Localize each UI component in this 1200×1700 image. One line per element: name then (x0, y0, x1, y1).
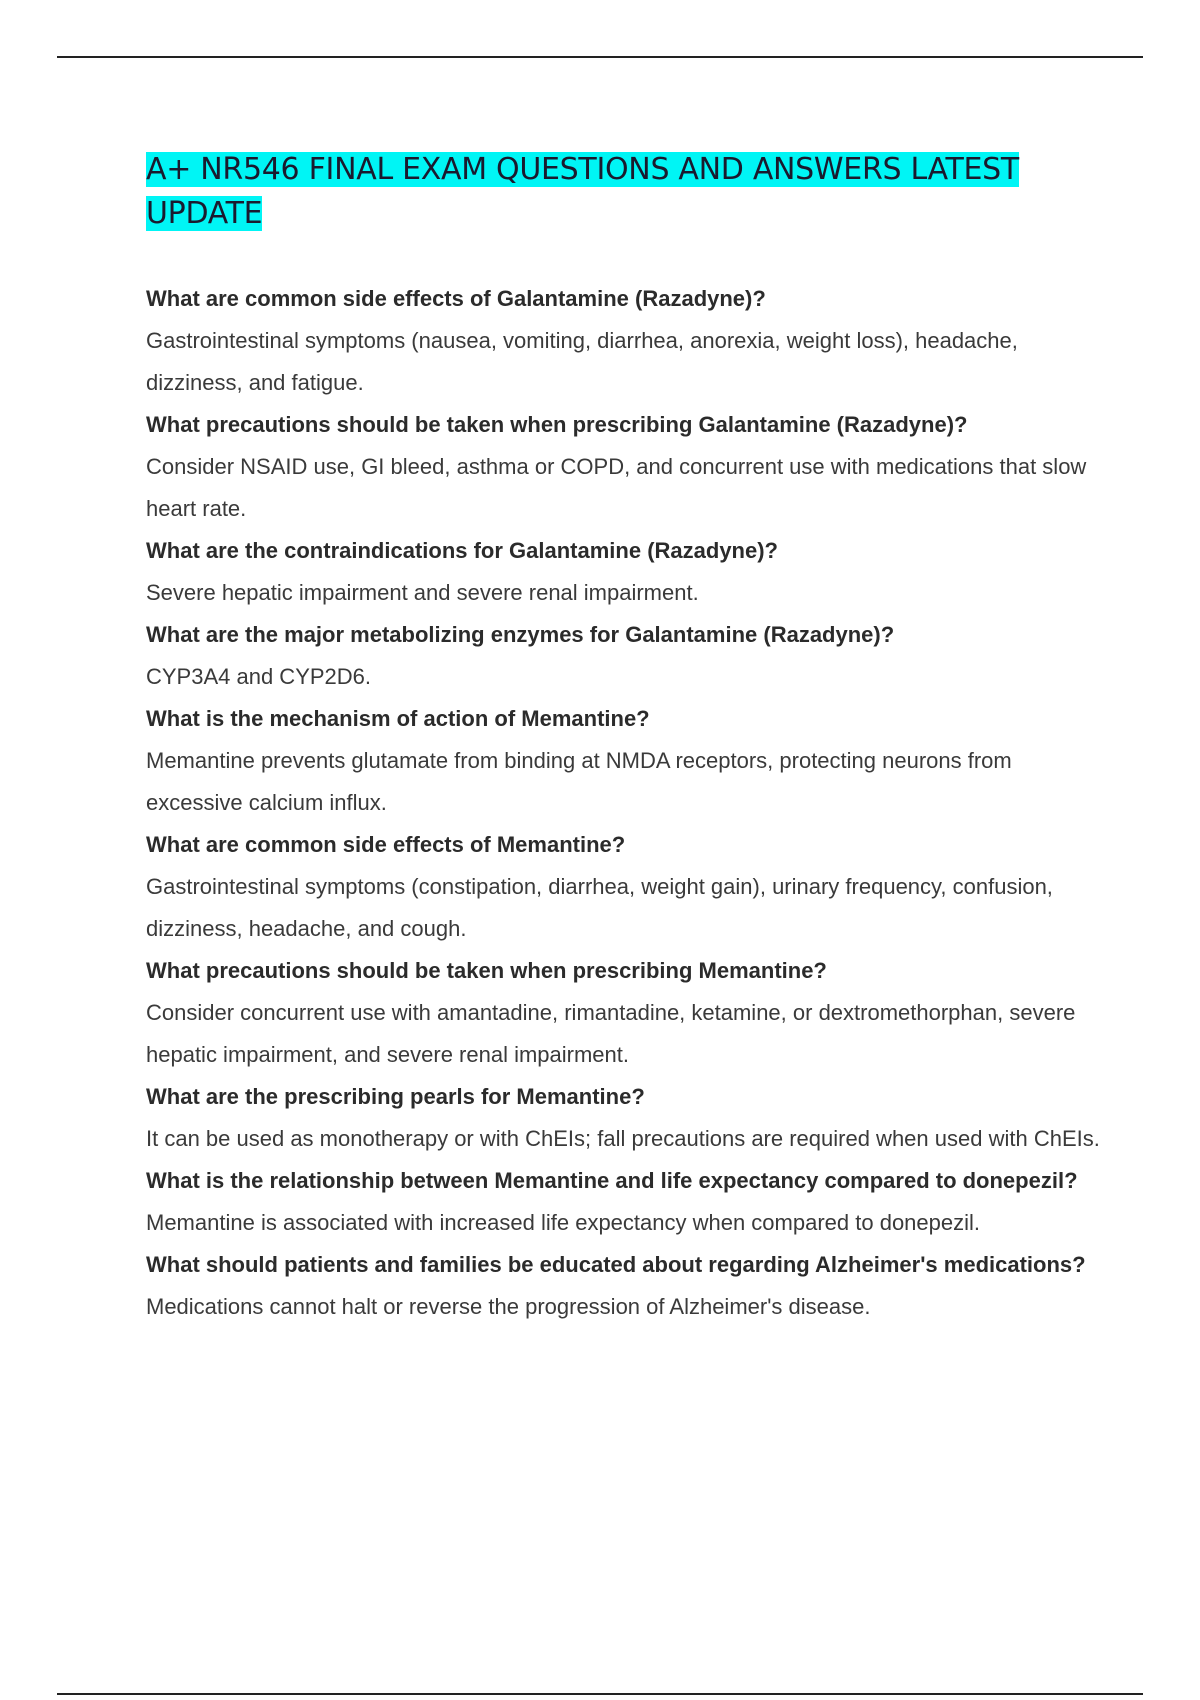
question-2: What precautions should be taken when prescribing Galantamine (Razadyne)? (146, 412, 968, 437)
question-10: What should patients and families be educated about regarding Alzheimer's medications? (146, 1252, 1086, 1277)
answer-4: CYP3A4 and CYP2D6. (146, 664, 372, 689)
answer-8: It can be used as monotherapy or with ChEIs; fall precautions are required when used with ChEIs. (146, 1126, 1100, 1151)
answer-5: Memantine prevents glutamate from binding at NMDA receptors, protecting neurons from excessive calcium influx. (146, 748, 1012, 815)
answer-3: Severe hepatic impairment and severe renal impairment. (146, 580, 699, 605)
answer-1: Gastrointestinal symptoms (nausea, vomiting, diarrhea, anorexia, weight loss), headache, dizziness, and fatigue. (146, 328, 1018, 395)
question-3: What are the contraindications for Galantamine (Razadyne)? (146, 538, 778, 563)
qa-list (146, 278, 1106, 1328)
answer-6: Gastrointestinal symptoms (constipation, diarrhea, weight gain), urinary frequency, confusion, dizziness, headache, and cough. (146, 874, 1053, 941)
question-8: What are the prescribing pearls for Memantine? (146, 1084, 645, 1109)
answer-9: Memantine is associated with increased life expectancy when compared to donepezil. (146, 1210, 981, 1235)
question-7: What precautions should be taken when prescribing Memantine? (146, 958, 827, 983)
question-9: What is the relationship between Memantine and life expectancy compared to donepezil? (146, 1168, 1078, 1193)
bottom-rule (57, 1693, 1143, 1695)
question-1: What are common side effects of Galantamine (Razadyne)? (146, 286, 766, 311)
document-title-highlight: A+ NR546 FINAL EXAM QUESTIONS AND ANSWERS LATEST UPDATE (146, 152, 1019, 231)
question-4: What are the major metabolizing enzymes for Galantamine (Razadyne)? (146, 622, 895, 647)
answer-2: Consider NSAID use, GI bleed, asthma or COPD, and concurrent use with medications that slow heart rate. (146, 454, 1087, 521)
question-6: What are common side effects of Memantine? (146, 832, 626, 857)
question-5: What is the mechanism of action of Memantine? (146, 706, 650, 731)
document-title (146, 148, 1106, 236)
answer-10: Medications cannot halt or reverse the progression of Alzheimer's disease. (146, 1294, 871, 1319)
top-rule (57, 56, 1143, 58)
document-page (146, 148, 1106, 1328)
answer-7: Consider concurrent use with amantadine, rimantadine, ketamine, or dextromethorphan, severe hepatic impairment, and severe renal impairment. (146, 1000, 1076, 1067)
